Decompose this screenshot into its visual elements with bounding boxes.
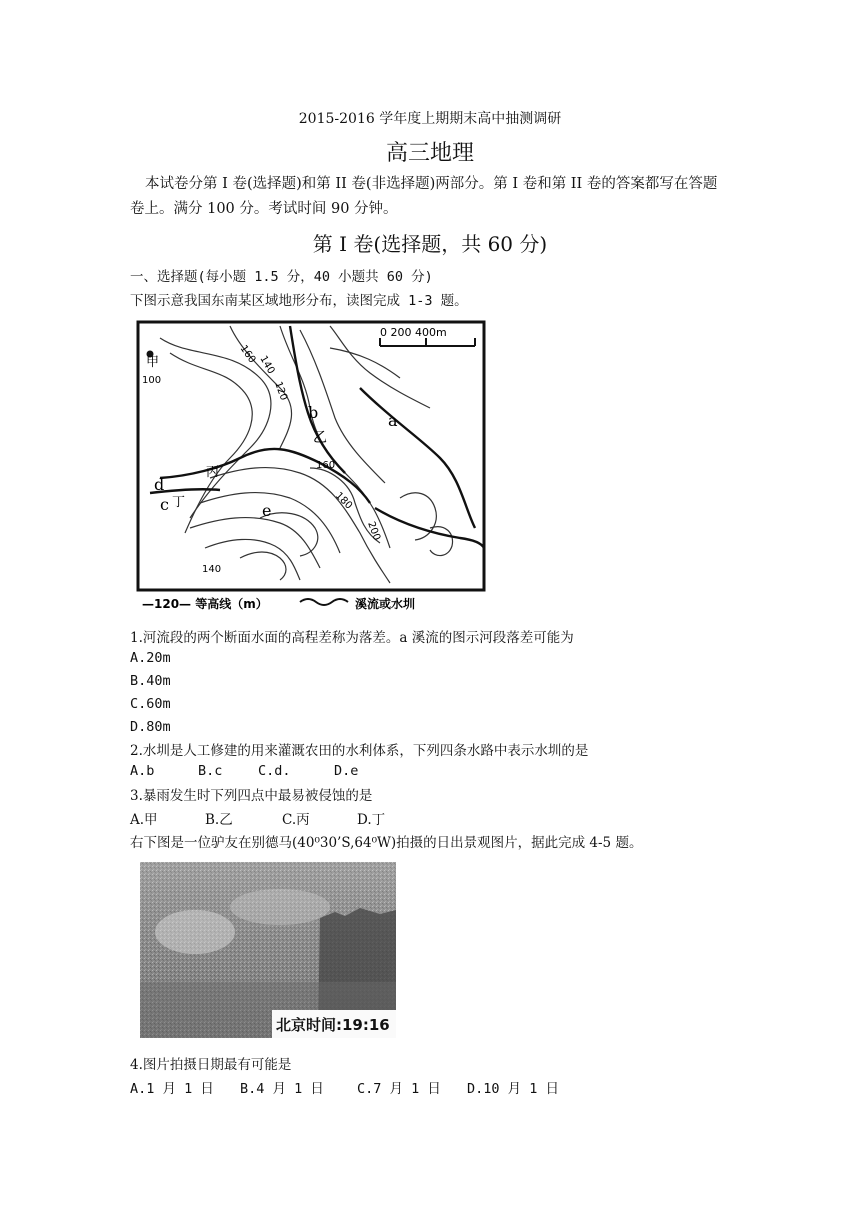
question-3: 3.暴雨发生时下列四点中最易被侵蚀的是 [130,788,373,804]
q4-option-a: A.1 月 1 日 [130,1081,214,1097]
map-frame [138,322,484,590]
label-bing: 丙 [206,465,220,480]
legend-stream: 溪流或水圳 [355,597,416,611]
label-160-a: 160 [237,343,258,366]
q2-option-c: C.d. [258,763,291,779]
exam-intro: 本试卷分第 I 卷(选择题)和第 II 卷(非选择题)两部分。第 I 卷和第 II 卷的答案都写在答题卷上。满分 100 分。考试时间 90 分钟。 [130,176,718,217]
q2-option-b: B.c [198,763,223,779]
exam-subtitle: 2015-2016 学年度上期期末高中抽测调研 [298,111,562,127]
label-jia: 甲 [146,355,160,370]
label-140-a: 140 [257,354,277,377]
q1-option-b: B.40m [130,673,171,689]
legend-stream-symbol [300,599,348,605]
question-stem-4-5: 右下图是一位驴友在别德马(40⁰30’S,64⁰W)拍摄的日出景观图片，据此完成 4-5 题。 [130,835,643,851]
question-2: 2.水圳是人工修建的用来灌溉农田的水利体系，下列四条水路中表示水圳的是 [130,743,589,759]
photo-timestamp: 北京时间:19:16 [276,1016,390,1034]
q3-option-a: A.甲 [130,812,158,828]
label-100: 100 [142,375,162,386]
label-yi: 乙 [313,430,327,446]
question-4: 4.图片拍摄日期最有可能是 [130,1057,292,1073]
q4-option-b: B.4 月 1 日 [240,1081,324,1097]
question-1: 1.河流段的两个断面水面的高程差称为落差。a 溪流的图示河段落差可能为 [130,630,574,646]
q1-option-a: A.20m [130,650,171,666]
scale-label: 0 200 400m [380,326,447,339]
section-title: 第 I 卷(选择题，共 60 分) [312,232,548,256]
question-stem-1-3: 下图示意我国东南某区域地形分布，读图完成 1-3 题。 [130,293,468,309]
q4-option-c: C.7 月 1 日 [357,1081,441,1097]
label-120: 120 [272,380,290,402]
q1-option-c: C.60m [130,696,171,712]
label-140-b: 140 [202,564,222,575]
label-ding: 丁 [172,495,186,510]
label-160-b: 160 [316,460,336,471]
q2-option-d: D.e [334,763,359,779]
q3-option-d: D.丁 [357,812,386,828]
label-d: d [154,475,165,494]
label-c: c [160,495,169,514]
legend-contour: —120— 等高线（m） [142,597,268,611]
label-200: 200 [365,520,383,542]
sunrise-photo [140,862,396,1038]
label-e: e [262,501,272,520]
exam-title: 高三地理 [385,141,474,166]
q1-option-d: D.80m [130,719,171,735]
q2-option-a: A.b [130,763,155,779]
label-180: 180 [332,490,355,512]
q4-option-d: D.10 月 1 日 [467,1081,560,1097]
label-a: a [388,411,398,430]
section-instructions: 一、选择题(每小题 1.5 分，40 小题共 60 分) [130,269,433,285]
label-b: b [308,403,319,422]
q3-option-c: C.丙 [282,812,310,828]
topographic-map [130,318,490,614]
q3-option-b: B.乙 [205,812,233,828]
